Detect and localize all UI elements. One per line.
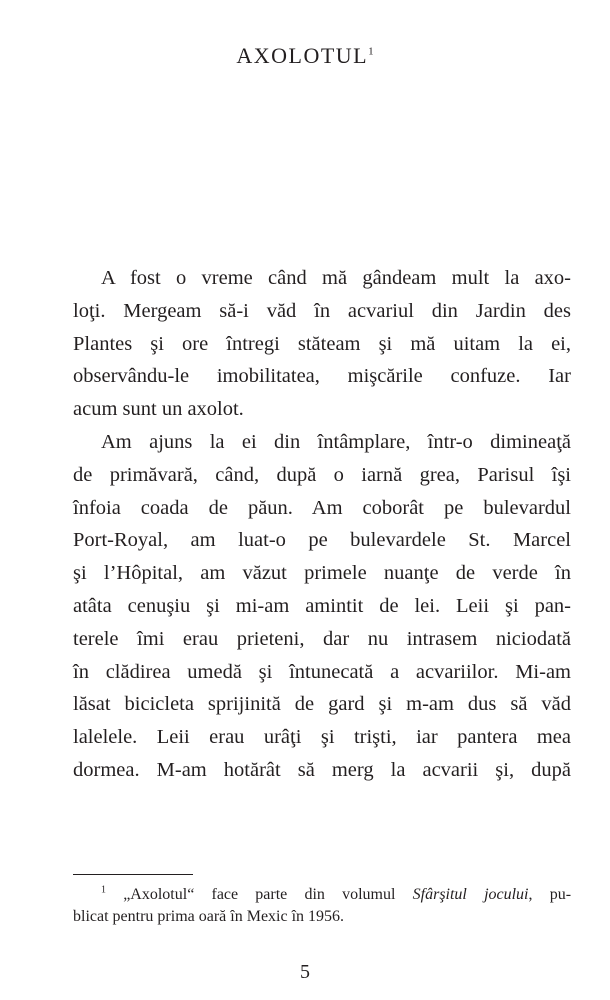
text-line: lalelele. Leii erau urâţi şi trişti, iar pantera mea — [73, 726, 571, 749]
text-line: A fost o vreme când mă gândeam mult la axo- — [101, 267, 571, 289]
footnote-text: „Axolotul“ face parte din volumul — [123, 886, 413, 903]
text-line: în clădirea umedă şi întunecată a acvariilor. Mi-am — [73, 660, 571, 683]
text-line: loţi. Mergeam să-i văd în acvariul din Jardin des — [73, 299, 571, 322]
text-line: terele îmi erau prieteni, dar nu intrasem niciodată — [73, 627, 571, 650]
text-line: înfoia coada de păun. Am coborât pe bulevardul — [73, 496, 571, 519]
text-line: lăsat bicicleta sprijinită de gard şi m-am dus să văd — [73, 693, 571, 716]
text-line: de primăvară, când, după o iarnă grea, Parisul îşi — [73, 463, 571, 486]
text-line: dormea. M-am hotărât să merg la acvarii şi, după — [73, 758, 571, 781]
paragraph — [73, 262, 571, 426]
chapter-title — [0, 42, 610, 70]
text-line: Plantes şi ore întregi stăteam şi mă uitam la ei, — [73, 332, 571, 355]
text-line: atâta cenuşiu şi mi-am amintit de lei. Leii şi pan- — [73, 594, 571, 617]
footnote-divider — [73, 874, 193, 875]
paragraph — [73, 426, 571, 787]
footnote-marker: 1 — [101, 884, 106, 896]
text-line: observându-le imobilitatea, mişcările confuze. Iar — [73, 365, 571, 388]
text-line: Port-Royal, am luat-o pe bulevardele St. Marcel — [73, 529, 571, 552]
page-number: 5 — [300, 961, 310, 983]
body-text — [73, 262, 571, 787]
text-line: şi l’Hôpital, am văzut primele nuanţe de verde în — [73, 562, 571, 585]
chapter-title-text: AXOLOTUL — [236, 43, 369, 68]
footnote-reference: 1 — [368, 45, 374, 58]
footnote-line — [73, 884, 571, 906]
text-line: acum sunt un axolot. — [73, 398, 244, 421]
footnote-line: blicat pentru prima oară în Mexic în 1956. — [73, 908, 345, 925]
footnote — [73, 884, 571, 928]
footnote-book-title: Sfârşitul jocului — [412, 886, 529, 903]
text-line: Am ajuns la ei din întâmplare, într-o dimineaţă — [101, 430, 571, 453]
footnote-text: , pu- — [528, 886, 572, 903]
